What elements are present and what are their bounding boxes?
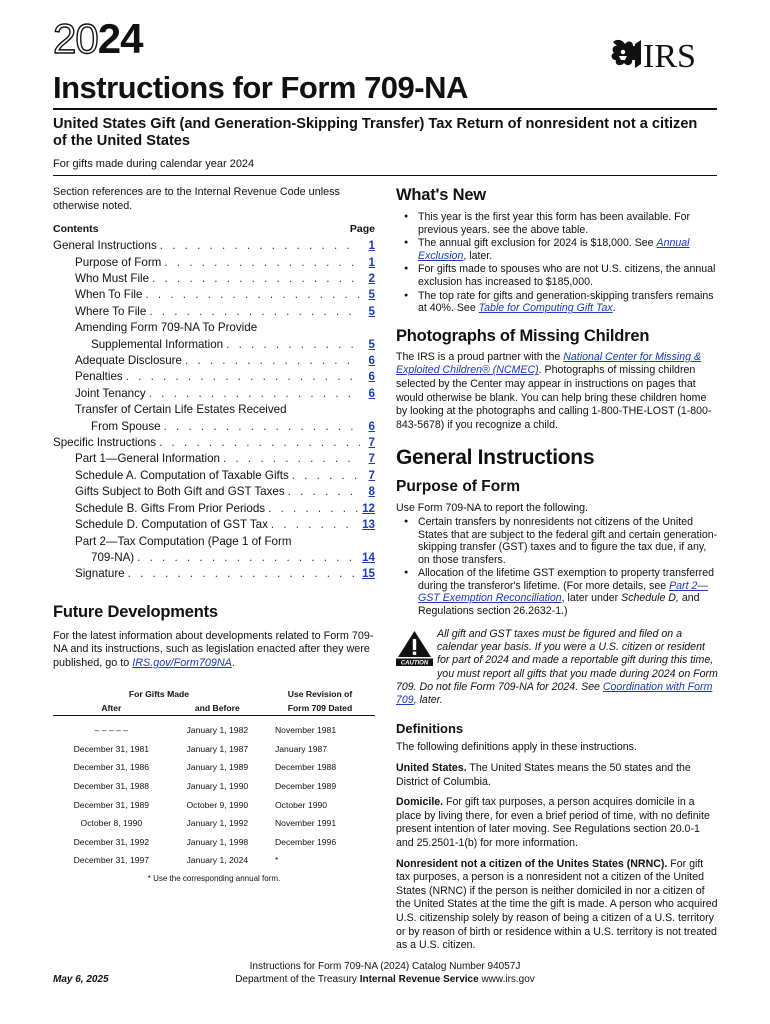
toc-leader (128, 566, 359, 582)
svg-text:CAUTION: CAUTION (400, 660, 429, 666)
toc-label: Contents (53, 223, 99, 236)
def-nrnc-term: Nonresident not a citizen of the Unites States (NRNC). (396, 857, 668, 870)
toc-entry-title: 709-NA) (91, 550, 135, 564)
toc-entry[interactable] (53, 271, 375, 287)
right-column (396, 186, 718, 953)
def-domicile (396, 796, 718, 850)
toc-entry-title: Gifts Subject to Both Gift and GST Taxes (75, 485, 285, 499)
table-row (53, 795, 375, 814)
toc-leader (268, 501, 359, 517)
toc-leader (145, 287, 360, 303)
pb2-mid: , later under (561, 592, 622, 605)
toc-entry[interactable] (53, 517, 375, 533)
toc-entry-title: Specific Instructions (53, 436, 157, 450)
col-after: After (101, 702, 122, 713)
table-cell: January 1, 2024 (186, 855, 249, 866)
table-cell: January 1, 1982 (186, 725, 249, 736)
toc-leader (288, 484, 360, 500)
table-cell: December 31, 1986 (73, 762, 150, 773)
toc-page-link[interactable]: 13 (362, 518, 375, 532)
pb2-pre: Allocation of the lifetime GST exemption to property transferred during the transferor's lifetime. (For more details, see (418, 567, 714, 592)
group-header: For Gifts Made (128, 688, 190, 699)
footer-irs: Internal Revenue Service (359, 974, 479, 985)
form-year (53, 15, 143, 62)
future-text: For the latest information about developments related to Form 709-NA and its instructions, such as legislation enacted after they were published, go to (53, 629, 374, 669)
calendar-period: For gifts made during calendar year 2024 (53, 158, 255, 170)
toc-entry-title: Amending Form 709-NA To Provide (75, 321, 258, 335)
table-cell: December 1989 (274, 781, 337, 792)
toc-page-link[interactable]: 5 (368, 304, 375, 318)
toc-page-link[interactable]: 5 (368, 288, 375, 302)
irs-eagle-logo (611, 36, 715, 74)
footer-web: www.irs.gov (478, 974, 535, 985)
coordination-link[interactable]: Coordination with Form 709 (396, 680, 713, 707)
toc-entry-title: Where To File (75, 304, 147, 318)
toc-entry[interactable] (53, 353, 375, 369)
toc-page-link[interactable]: 14 (362, 550, 375, 564)
left-column (53, 186, 375, 883)
col-before: and Before (194, 702, 240, 713)
missing-children-text (396, 351, 718, 433)
toc-entry-title: Part 2—Tax Computation (Page 1 of Form (75, 534, 292, 548)
definitions-intro: The following definitions apply in these instructions. (396, 741, 637, 754)
toc-entry[interactable] (53, 238, 375, 254)
toc-page-link[interactable]: 6 (368, 370, 375, 384)
toc-leader (149, 386, 360, 402)
toc-entry-title: Part 1—General Information (75, 452, 220, 466)
def-nrnc-text: For gift tax purposes, a person is a nonresident not a citizen of the United States (NRNC) if the person is neither domiciled in nor a citizen of the United States at the time the gift is made. A person who acquired U.S. citizenship solely by reason of being a citizen of a U.S. territory or by reason of birth or residence within a U.S. territory is not treated as a U.S. citizen. (396, 857, 718, 952)
ncmec-link[interactable]: National Center for Missing & Exploited Children® (NCMEC) (396, 350, 702, 377)
whats-new-text: The annual gift exclusion for 2024 is $18,000. See (418, 237, 657, 250)
purpose-bullet-1: ● Certain transfers by nonresidents not citizens of the United States that are subject to the federal gift and certain generation-skipping transfer (GST) taxes and to figure the tax due, if any, on those transfers. (396, 516, 718, 566)
toc-page-link[interactable]: 7 (368, 452, 375, 466)
toc-entry[interactable] (53, 369, 375, 385)
table-cell: November 1991 (274, 818, 337, 829)
def-united-states (396, 762, 718, 789)
toc-page-link[interactable]: 6 (368, 354, 375, 368)
toc-entry-title: Transfer of Certain Life Estates Received (75, 403, 287, 417)
def-dom-text: For gift tax purposes, a person acquires domicile in a place by living there, for even a brief period of time, with no definite present intention of later moving. See Regulations section 20.0-1 and 25.2501-1(b) for more information. (396, 796, 710, 849)
toc-page-link[interactable]: 5 (368, 337, 375, 351)
purpose-bullet-2 (396, 567, 718, 617)
table-cell: December 31, 1997 (73, 855, 150, 866)
caution-icon (396, 630, 433, 666)
toc-page-link[interactable]: 1 (368, 239, 375, 253)
toc-entry-title: Schedule B. Gifts From Prior Periods (75, 501, 266, 515)
toc-page-link[interactable]: 7 (368, 468, 375, 482)
col-rev-1: Use Revision of (287, 688, 353, 699)
toc-entry[interactable] (53, 419, 375, 435)
toc-entry[interactable] (53, 468, 375, 484)
toc-page-link[interactable]: 2 (368, 272, 375, 285)
toc-page-link[interactable]: 7 (368, 436, 375, 450)
definitions-heading: Definitions (396, 721, 464, 737)
table-cell: January 1, 1989 (186, 762, 249, 773)
table-cell: November 1981 (274, 725, 337, 736)
def-nrnc (396, 858, 718, 953)
future-developments-text (53, 630, 375, 671)
toc-entry[interactable] (53, 501, 375, 517)
future-developments-heading: Future Developments (53, 602, 218, 621)
toc-entry-title: General Instructions (53, 239, 157, 253)
toc-entry[interactable] (53, 304, 375, 320)
toc-leader (149, 304, 360, 320)
toc-page-link[interactable]: 6 (368, 386, 375, 400)
whats-new-text: For gifts made to spouses who are not U.S. citizens, the annual exclusion has increased to $185,000. (418, 263, 716, 288)
future-end: . (231, 656, 235, 669)
whats-new-text: The top rate for gifts and generation-skipping transfers remains at 40%. See (418, 289, 714, 315)
table-cell: January 1, 1992 (186, 818, 249, 829)
footer-info (200, 960, 570, 986)
table-row (53, 740, 375, 759)
form709na-link[interactable]: IRS.gov/Form709NA (132, 656, 232, 669)
toc-entry[interactable] (53, 435, 375, 451)
toc-leader (185, 353, 360, 369)
toc-entry[interactable] (53, 451, 375, 467)
table-cell: January 1, 1987 (186, 743, 249, 754)
toc-entry[interactable] (53, 484, 375, 500)
year-bold: 24 (97, 15, 143, 62)
table-cell: December 31, 1988 (73, 781, 150, 792)
missing-pre: The IRS is a proud partner with the (396, 350, 564, 363)
toc-entry[interactable] (53, 255, 375, 271)
toc-leader (126, 369, 360, 385)
page-title: Instructions for Form 709-NA (53, 70, 468, 105)
table-row (53, 851, 375, 870)
whats-new-item (396, 290, 718, 315)
svg-text:IRS: IRS (643, 38, 696, 74)
toc-entry[interactable] (53, 337, 375, 353)
toc-entry[interactable] (53, 287, 375, 303)
purpose-intro: Use Form 709-NA to report the following. (396, 502, 588, 515)
toc-leader (159, 435, 360, 451)
toc-page-link[interactable]: 12 (362, 501, 375, 515)
toc-leader (160, 238, 360, 254)
whats-new-text: This year is the first year this form has been available. For previous years. see the above table. (418, 211, 691, 236)
toc-entry-title: Joint Tenancy (75, 386, 146, 400)
whats-new-list (396, 211, 718, 315)
toc-leader (292, 468, 360, 484)
table-cell: December 31, 1992 (73, 836, 150, 847)
toc-header (53, 223, 375, 235)
toc-entry[interactable] (53, 566, 375, 582)
table-cell: – – – – – (94, 725, 129, 736)
toc-entry-title: Schedule A. Computation of Taxable Gifts (75, 468, 289, 482)
footer-line-2 (200, 973, 570, 986)
toc-page-link[interactable]: 8 (368, 485, 375, 499)
toc-page-link[interactable]: 15 (362, 567, 375, 581)
toc-entry-title: When To File (75, 288, 143, 302)
whats-new-after: . (612, 302, 616, 315)
table-cell: December 31, 1981 (73, 743, 150, 754)
toc-page-label: Page (349, 223, 375, 236)
toc-leader (226, 337, 360, 353)
whats-new-link[interactable]: Table for Computing Gift Tax (478, 302, 613, 315)
toc-leader (164, 419, 360, 435)
col-rev-2: Form 709 Dated (287, 702, 353, 713)
pb2-post: and Regulations section 26.2632-1.) (418, 592, 700, 618)
table-row (53, 777, 375, 796)
table-cell: January 1987 (274, 743, 328, 754)
missing-children-heading: Photographs of Missing Children (396, 326, 650, 345)
table-cell: December 31, 1989 (73, 799, 150, 810)
title-rule (53, 108, 717, 110)
caution-box (396, 628, 718, 708)
form-subtitle: United States Gift (and Generation-Skipping Transfer) Tax Return of nonresident not a citizen of the United States (53, 116, 698, 149)
whats-new-item (396, 263, 718, 288)
table-cell: October 9, 1990 (186, 799, 249, 810)
toc-entry-title: Signature (75, 567, 125, 581)
purpose-heading: Purpose of Form (396, 478, 521, 496)
pb2-ital: Schedule D, (621, 592, 679, 605)
toc-entry-title: Purpose of Form (75, 255, 162, 269)
toc-leader (223, 451, 360, 467)
toc-leader (152, 271, 360, 287)
toc-entry-title: Penalties (75, 370, 123, 384)
table-cell: October 1990 (274, 799, 328, 810)
year-outline: 20 (53, 15, 98, 62)
revision-table (53, 687, 375, 870)
table-cell: January 1, 1998 (186, 836, 249, 847)
toc-entry-title: Schedule D. Computation of GST Tax (75, 518, 268, 532)
toc-entry-title: Who Must File (75, 272, 150, 285)
whats-new-after: , later. (463, 249, 493, 262)
whats-new-link[interactable]: Annual Exclusion (418, 237, 690, 262)
footer-dept: Department of the Treasury (235, 974, 360, 985)
toc-page-link[interactable]: 6 (368, 419, 375, 433)
toc-entry-title: Adequate Disclosure (75, 354, 182, 368)
whats-new-heading: What's New (396, 186, 486, 204)
def-us-text: The United States means the 50 states and the District of Columbia. (396, 762, 691, 788)
section-references: Section references are to the Internal Revenue Code unless otherwise noted. (53, 186, 340, 212)
whats-new-item (396, 237, 718, 262)
table-note: * Use the corresponding annual form. (147, 873, 281, 883)
toc-entry-title: From Spouse (91, 419, 161, 433)
table-row (53, 814, 375, 833)
def-dom-term: Domicile. (396, 796, 444, 809)
table-row (53, 721, 375, 740)
toc-entry[interactable] (53, 550, 375, 566)
header-rule (53, 175, 717, 176)
caution-text: All gift and GST taxes must be figured and filed on a calendar year basis. If you were a U.S. citizen or resident for part of 2024 and made a reportable gift during this time, you must report all gifts that you made during 2024 on Form 709. Do not file Form 709-NA for 2024. See (396, 627, 718, 693)
toc-leader (137, 550, 359, 566)
toc-page-link[interactable]: 1 (368, 255, 375, 269)
table-cell: December 1988 (274, 762, 337, 773)
caution-end: , later. (413, 694, 443, 707)
table-row (53, 833, 375, 852)
toc-entry-title: Supplemental Information (91, 337, 224, 351)
footer-line-1: Instructions for Form 709-NA (2024) Catalog Number 94057J (249, 961, 521, 972)
table-row (53, 758, 375, 777)
table-cell: January 1, 1990 (186, 781, 249, 792)
table-of-contents (53, 238, 375, 583)
toc-entry[interactable] (53, 386, 375, 402)
table-cell: December 1996 (274, 836, 337, 847)
whats-new-item (396, 211, 718, 236)
def-us-term: United States. (396, 762, 467, 775)
toc-leader (271, 517, 359, 533)
toc-leader (164, 255, 360, 271)
gst-reconciliation-link[interactable]: Part 2—GST Exemption Reconciliation (418, 579, 708, 605)
table-cell: * (274, 855, 279, 866)
general-instructions-heading: General Instructions (396, 446, 595, 470)
missing-post: . Photographs of missing children selected by the Center may appear in instructions on pages that would otherwise be blank. You can help bring these children home by looking at the photographs and calling 1-800-THE-LOST (1-800-843-5678) if you recognize a child. (396, 364, 712, 431)
table-cell: October 8, 1990 (80, 818, 143, 829)
footer-date: May 6, 2025 (53, 974, 109, 985)
